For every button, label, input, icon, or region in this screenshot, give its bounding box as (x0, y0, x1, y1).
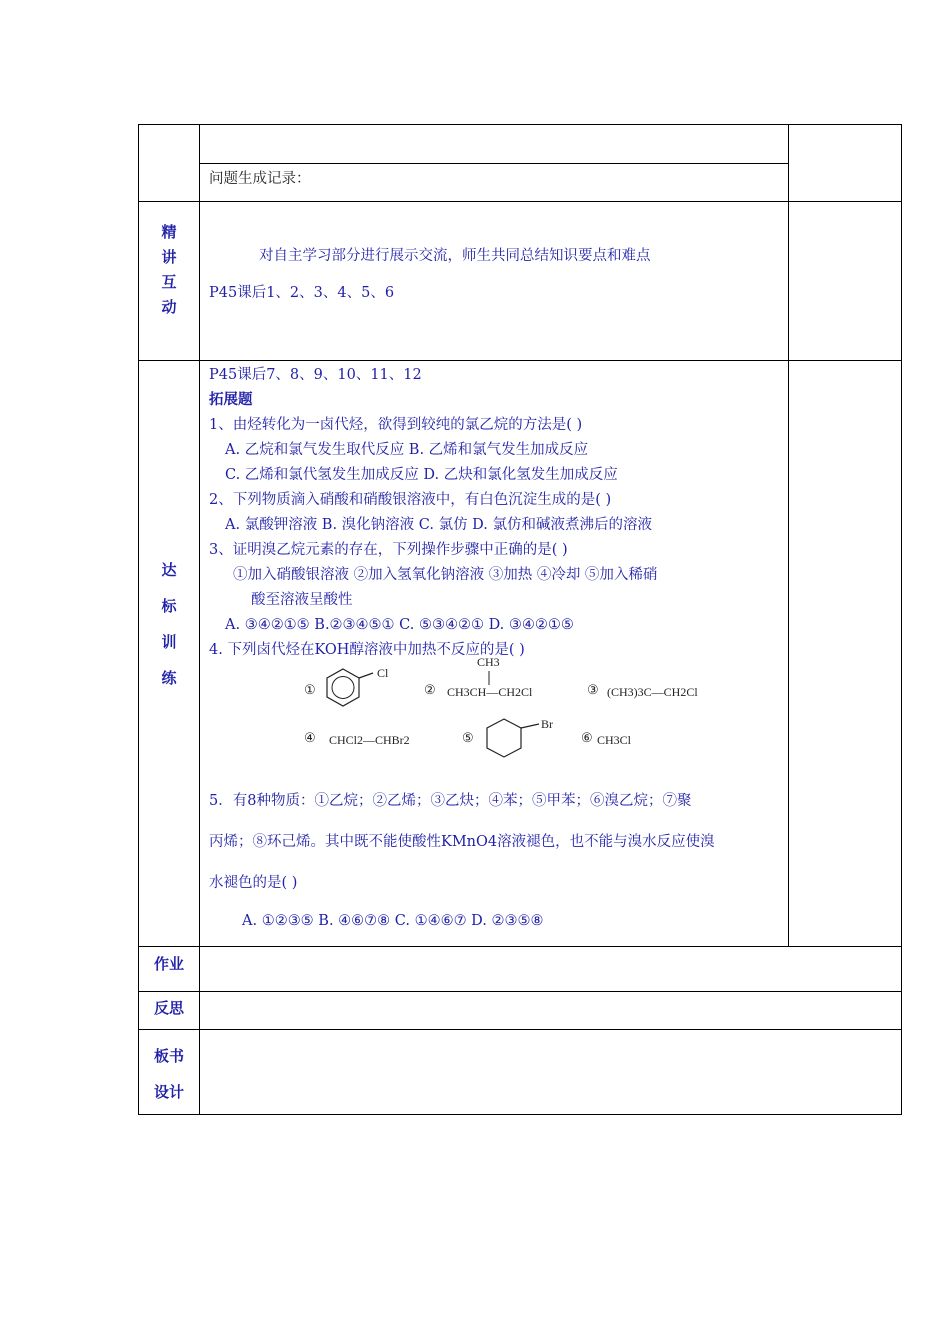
structure-num-5: ⑤ (462, 731, 474, 746)
problem-record-label: 问题生成记录： (209, 171, 311, 187)
question-5-line-3: 水褪色的是( ) (209, 875, 298, 891)
structure-num-3: ③ (587, 683, 599, 698)
fansi-content (200, 992, 902, 1030)
row-fansi (139, 992, 902, 1030)
row-problem-record (139, 125, 902, 202)
bromine-label: Br (541, 717, 553, 731)
row-zuoye (139, 947, 902, 992)
question-1-options-cd: C. 乙烯和氯代氢发生加成反应 D. 乙炔和氯化氢发生加成反应 (225, 467, 618, 483)
question-3-options: A. ③④②①⑤ B.②③④⑤① C. ⑤③④②① D. ③④②①⑤ (225, 617, 574, 633)
methyl-branch-label: CH3 (477, 655, 500, 669)
banshu-label-2: 设计 (153, 1083, 184, 1101)
question-3: 3、证明溴乙烷元素的存在，下列操作步骤中正确的是( ) (209, 542, 568, 558)
branch-bond-icon (487, 671, 491, 685)
row1-label-cell (139, 125, 200, 202)
banshu-label-1: 板书 (153, 1047, 184, 1065)
dabiao-notes (789, 361, 902, 947)
jingjiang-label (139, 202, 200, 361)
row-jingjiang (139, 202, 902, 361)
jingjiang-char-2: 讲 (161, 248, 177, 266)
formula-2: CH3CH—CH2Cl (447, 685, 533, 699)
jingjiang-line-1: 对自主学习部分进行展示交流，师生共同总结知识要点和难点 (259, 248, 651, 264)
structure-num-4: ④ (304, 731, 316, 746)
row1-notes-cell (789, 125, 902, 202)
question-3-steps-1: ①加入硝酸银溶液 ②加入氢氧化钠溶液 ③加热 ④冷却 ⑤加入稀硝 (233, 567, 658, 583)
formula-4: CHCl2—CHBr2 (329, 733, 410, 747)
zuoye-label: 作业 (139, 947, 200, 992)
row-banshu (139, 1030, 902, 1115)
jingjiang-notes (789, 202, 902, 361)
question-4-structures (209, 655, 788, 773)
dabiao-char-4: 练 (161, 668, 177, 687)
banshu-content (200, 1030, 902, 1115)
dabiao-char-2: 标 (161, 596, 177, 615)
structure-num-1: ① (304, 683, 316, 698)
dabiao-char-1: 达 (161, 560, 177, 579)
dabiao-homework: P45课后7、8、9、10、11、12 (209, 367, 422, 383)
jingjiang-content (200, 202, 789, 361)
banshu-label (139, 1030, 200, 1115)
jingjiang-char-4: 动 (161, 298, 177, 316)
question-5-line-1: 5．有8种物质：①乙烷；②乙烯；③乙炔；④苯；⑤甲苯；⑥溴乙烷；⑦聚 (209, 793, 692, 809)
structure-num-6: ⑥ (581, 731, 593, 746)
structure-num-2: ② (424, 683, 436, 698)
jingjiang-char-1: 精 (161, 223, 177, 241)
question-5-line-2: 丙烯；⑧环己烯。其中既不能使酸性KMnO4溶液褪色，也不能与溴水反应使溴 (209, 834, 715, 850)
row1-blank-area (200, 125, 788, 164)
lesson-plan-table (138, 124, 902, 1115)
question-4: 4. 下列卤代烃在KOH醇溶液中加热不反应的是( ) (209, 642, 525, 658)
formula-6: CH3Cl (597, 733, 632, 747)
row1-content-cell (200, 125, 789, 202)
fansi-label: 反思 (139, 992, 200, 1030)
extension-title: 拓展题 (209, 392, 253, 408)
dabiao-content (200, 361, 789, 947)
jingjiang-line-2: P45课后1、2、3、4、5、6 (209, 285, 395, 301)
jingjiang-char-3: 互 (161, 273, 177, 291)
row-dabiao (139, 361, 902, 947)
question-1-options-ab: A. 乙烷和氯气发生取代反应 B. 乙烯和氯气发生加成反应 (225, 442, 589, 458)
question-5-options: A. ①②③⑤ B. ④⑥⑦⑧ C. ①④⑥⑦ D. ②③⑤⑧ (242, 913, 544, 929)
question-3-steps-2: 酸至溶液呈酸性 (251, 592, 353, 608)
question-2-options: A. 氯酸钾溶液 B. 溴化钠溶液 C. 氯仿 D. 氯仿和碱液煮沸后的溶液 (225, 517, 653, 533)
question-2: 2、下列物质滴入硝酸和硝酸银溶液中，有白色沉淀生成的是( ) (209, 492, 612, 508)
chlorine-label: Cl (377, 666, 389, 680)
zuoye-content (200, 947, 902, 992)
dabiao-char-3: 训 (161, 632, 177, 651)
question-1: 1、由烃转化为一卤代烃，欲得到较纯的氯乙烷的方法是( ) (209, 417, 583, 433)
formula-3: (CH3)3C—CH2Cl (607, 685, 698, 699)
dabiao-label (139, 361, 200, 947)
